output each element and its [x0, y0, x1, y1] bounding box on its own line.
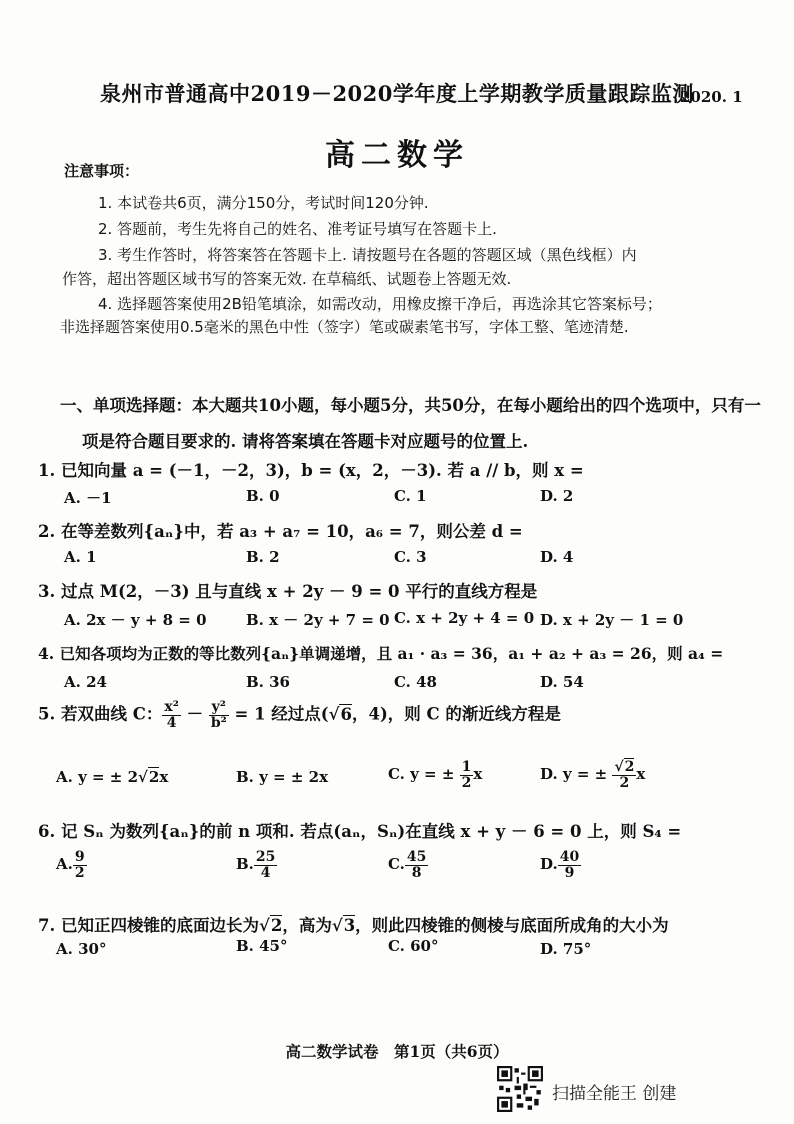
q5-option-c-num: 1: [461, 759, 472, 775]
q2-option-c: C. 3: [394, 548, 427, 566]
q5-option-c-label: C. y = ±: [388, 765, 460, 784]
q7-prefix: 7. 已知正四棱锥的底面边长为: [38, 916, 259, 935]
q7-mid: ，高为: [282, 916, 332, 935]
sqrt-icon: √: [331, 916, 343, 935]
question-5: [38, 700, 561, 730]
q6-option-a: [56, 850, 87, 880]
question-6: 6. 记 Sₙ 为数列{aₙ}的前 n 项和. 若点(aₙ，Sₙ)在直线 x + y － 6 = 0 上，则 S₄ =: [38, 822, 682, 841]
question-3: 3. 过点 M(2，－3) 且与直线 x + 2y － 9 = 0 平行的直线方程是: [38, 582, 538, 601]
q6-option-b-num: 25: [255, 849, 276, 865]
q5-option-c-frac: [460, 760, 474, 790]
q5-fraction-x: [162, 700, 180, 730]
q6-option-a-den: 2: [74, 864, 85, 881]
q3-option-d: D. x + 2y － 1 = 0: [540, 611, 684, 629]
qr-code-icon: [497, 1066, 543, 1112]
note-line: 4. 选择题答案使用2B铅笔填涂，如需改动，用橡皮擦干净后，再选涂其它答案标号；: [98, 295, 662, 313]
q6-option-d-label: D.: [540, 855, 558, 874]
q6-option-d-den: 9: [564, 864, 575, 881]
q5-option-a: [56, 768, 168, 786]
q7-option-d: D. 75°: [540, 940, 592, 958]
q3-option-c: C. x + 2y + 4 = 0: [394, 609, 535, 627]
q6-option-a-frac: [73, 850, 87, 880]
q5-suffix: ，4)，则 C 的渐近线方程是: [351, 704, 561, 724]
q1-option-a: A. －1: [64, 489, 112, 507]
q5-option-d-tail: x: [636, 765, 646, 784]
note-line: 1. 本试卷共6页，满分150分，考试时间120分钟.: [98, 194, 429, 212]
q5-option-d-num: [612, 760, 636, 776]
q5-fraction-y: [209, 700, 229, 730]
q5-option-a-sqrt: 2: [148, 768, 160, 786]
q3-option-a: A. 2x － y + 8 = 0: [64, 611, 207, 629]
q6-option-b-label: B.: [236, 855, 254, 874]
q6-option-c-label: C.: [388, 855, 405, 874]
sqrt-icon: √: [328, 704, 340, 724]
q6-option-c-frac: [405, 850, 428, 880]
q4-option-a: A. 24: [64, 673, 107, 691]
note-line: 2. 答题前，考生先将自己的姓名、准考证号填写在答题卡上.: [98, 220, 497, 238]
q5-option-a-label: A. y = ± 2: [56, 768, 139, 786]
q6-option-a-num: 9: [74, 849, 85, 865]
q6-option-d-frac: [558, 850, 581, 880]
question-2: 2. 在等差数列{aₙ}中，若 a₃ + a₇ = 10，a₆ = 7，则公差 d =: [38, 522, 523, 541]
sqrt-icon: √: [614, 759, 624, 775]
q7-sqrt1: 2: [270, 916, 283, 935]
q1-option-c: C. 1: [394, 487, 427, 505]
q6-option-d: [540, 850, 581, 880]
q4-option-b: B. 36: [246, 673, 290, 691]
question-4: 4. 已知各项均为正数的等比数列{aₙ}单调递增，且 a₁ · a₃ = 36，a₁ + a₂ + a₃ = 26，则 a₄ =: [38, 644, 724, 663]
q5-minus: －: [180, 704, 209, 724]
notes-heading: 注意事项：: [64, 162, 140, 180]
q5-option-d: [540, 760, 645, 790]
q2-option-a: A. 1: [64, 548, 97, 566]
question-1: 1. 已知向量 a = (－1，－2，3)，b = (x，2，－3). 若 a // b，则 x =: [38, 461, 584, 480]
q5-option-d-frac: [612, 760, 636, 790]
q6-option-c-den: 8: [411, 864, 422, 881]
section-heading-cont: 项是符合题目要求的. 请将答案填在答题卡对应题号的位置上.: [82, 432, 529, 451]
q5-frac2-den: b²: [210, 714, 227, 731]
question-7: [38, 912, 669, 936]
q5-option-d-den: 2: [619, 774, 630, 791]
q5-frac2-num: y²: [209, 700, 229, 716]
sqrt-icon: √: [258, 916, 270, 935]
q1-option-b: B. 0: [246, 487, 280, 505]
q5-option-a-tail: x: [159, 768, 169, 786]
scanner-watermark-label: 扫描全能王 创建: [552, 1084, 677, 1104]
q5-mid: = 1 经过点(: [228, 704, 329, 724]
q5-option-d-label: D. y = ±: [540, 765, 613, 784]
sqrt-icon: √: [138, 768, 148, 786]
q5-sqrt-value: 6: [340, 704, 352, 724]
note-line: 3. 考生作答时，将答案答在答题卡上. 请按题号在各题的答题区域（黑色线框）内: [98, 246, 637, 264]
q5-option-b: B. y = ± 2x: [236, 768, 329, 786]
section-heading: 一、单项选择题：本大题共10小题，每小题5分，共50分，在每小题给出的四个选项中，只有一: [60, 396, 761, 415]
page-footer: 高二数学试卷 第1页（共6页）: [285, 1042, 509, 1061]
q7-option-c: C. 60°: [388, 937, 439, 955]
q7-suffix: ，则此四棱锥的侧棱与底面所成角的大小为: [355, 916, 669, 935]
q7-sqrt2: 3: [343, 916, 356, 935]
q6-option-a-label: A.: [56, 855, 73, 874]
q4-option-d: D. 54: [540, 673, 584, 691]
q5-option-d-num-sqrt: 2: [624, 759, 635, 775]
note-line: 作答，超出答题区域书写的答案无效. 在草稿纸、试题卷上答题无效.: [62, 270, 512, 288]
q7-option-a: A. 30°: [56, 940, 107, 958]
q5-frac1-num: x²: [164, 699, 179, 715]
q5-option-c-den: 2: [461, 774, 472, 791]
q6-option-b: [236, 850, 277, 880]
q3-option-b: B. x － 2y + 7 = 0: [246, 611, 390, 629]
q1-option-d: D. 2: [540, 487, 574, 505]
note-line: 非选择题答案使用0.5毫米的黑色中性（签字）笔或碳素笔书写，字体工整、笔迹清楚.: [60, 318, 629, 336]
q2-option-d: D. 4: [540, 548, 574, 566]
q6-option-b-frac: [254, 850, 277, 880]
q5-prefix: 5. 若双曲线 C：: [38, 704, 163, 724]
q5-frac1-den: 4: [166, 714, 177, 731]
q2-option-b: B. 2: [246, 548, 280, 566]
exam-date: 2020. 1: [680, 88, 743, 106]
q4-option-c: C. 48: [394, 673, 437, 691]
q5-option-c: [388, 760, 482, 790]
q6-option-c: [388, 850, 428, 880]
q5-option-c-tail: x: [473, 765, 483, 784]
q6-option-b-den: 4: [260, 864, 271, 881]
q6-option-c-num: 45: [406, 849, 427, 865]
q6-option-d-num: 40: [559, 849, 580, 865]
exam-header-title: 泉州市普通高中2019－2020学年度上学期教学质量跟踪监测: [100, 81, 694, 106]
page-title: 高二数学: [325, 138, 469, 173]
q7-option-b: B. 45°: [236, 937, 288, 955]
